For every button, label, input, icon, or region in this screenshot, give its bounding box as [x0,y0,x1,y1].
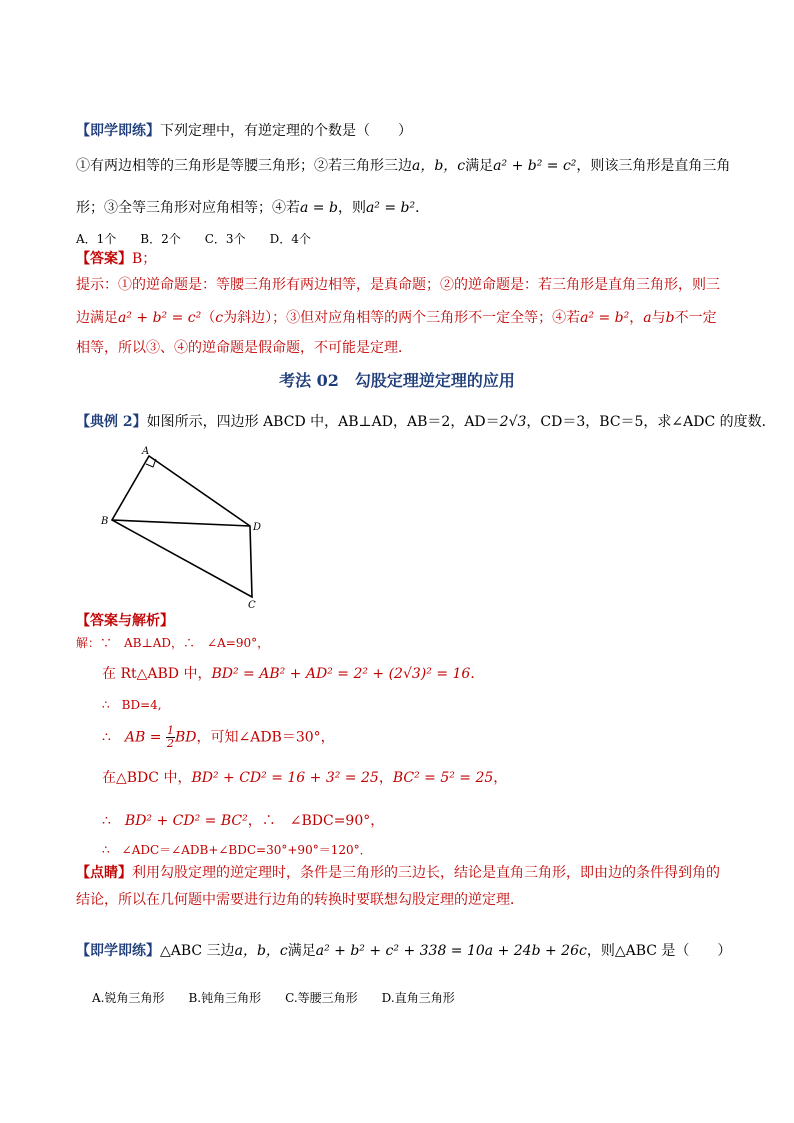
equation: BD² + CD² = BC² [124,813,248,829]
equation: a² + b² + c² + 338 = 10a + 24b + 26c [315,943,587,959]
point-line1 [76,864,720,882]
text: 如图所示，四边形 ABCD 中，AB⊥AD，AB＝2，AD＝ [146,414,500,430]
text: 边满足 [76,310,118,326]
point-tag: 【点睛】 [76,865,132,881]
equation: BD² = AB² + AD² = 2² + (2√3)² = 16 [211,666,471,682]
text: 满足 [287,943,316,959]
label-a: A [142,446,150,457]
text: ． [415,200,430,216]
text: 利用勾股定理的逆定理时，条件是三角形的三边长，结论是直角三角形，即由边的条件得到角的 [132,865,720,881]
text: 形；③全等三角形对应角相等；④若 [76,200,300,216]
text: （ [201,310,216,326]
text: 不一定 [674,310,717,326]
practice1-hint-line2 [76,309,717,327]
text: ，∴ ∠BDC=90°， [247,813,385,829]
practice1-hint-line3: 相等，所以③、④的逆命题是假命题，不可能是定理． [76,340,412,356]
text: ，则 [337,200,366,216]
equation: BC² = 5² = 25 [392,770,494,786]
text: ∴ [102,729,125,746]
text: ，CD＝3，BC＝5，求∠ADC 的度数． [526,414,776,430]
text: ，则△ABC 是（ ） [586,943,732,959]
quadrilateral-figure [95,440,275,610]
practice2-options: A.锐角三角形 B.钝角三角形 C.等腰三角形 D.直角三角形 [92,991,455,1005]
practice1-line2 [76,199,429,217]
text: 在△BDC 中， [102,770,192,786]
text: ， [378,770,393,786]
point-line2: 结论，所以在几何题中需要进行边角的转换时要联想勾股定理的逆定理． [76,892,524,908]
practice1-tag: 【即学即练】 [76,123,160,139]
denominator: 2 [166,737,174,750]
solution-line1: 解：∵ AB⊥AD，∴ ∠A=90°， [76,636,270,650]
solution-line4 [102,725,335,750]
text: 在 Rt△ABD 中， [102,666,212,682]
label-b: B [101,516,109,527]
equation: a² + b² = c² [493,158,577,174]
practice1-answer [76,250,156,268]
quadrilateral-outline [112,456,252,597]
label-c: C [248,600,256,610]
diagonal-bd [112,520,250,526]
text: ①有两边相等的三角形是等腰三角形；②若三角形三边 [76,158,412,174]
text: ∴ [102,813,125,829]
math: b [665,310,675,326]
text: ． [470,666,485,682]
solution-line5 [102,769,507,787]
text: ，可知∠ADB＝30°， [196,729,335,746]
practice2-question [76,942,731,960]
practice1-question-text: 下列定理中，有逆定理的个数是（ ） [160,123,412,139]
numerator: 1 [166,724,174,737]
solution-line6 [102,812,384,830]
text: ，则该三角形是直角三角 [576,158,731,174]
equation: BD [174,729,197,746]
math: a，b，c [234,943,288,959]
solution-line2 [102,665,484,683]
answer-text: B； [132,251,157,267]
equation: BD² + CD² = 16 + 3² = 25 [191,770,379,786]
solution-line3: ∴ BD=4, [102,698,162,712]
solution-tag: 【答案与解析】 [76,613,174,629]
section-title: 考法 02 勾股定理逆定理的应用 [279,371,515,390]
practice1-question [76,122,412,140]
equation: a² + b² = c² [118,310,202,326]
equation: a² = b² [580,310,630,326]
text: 为斜边）；③但对应角相等的两个三角形不一定全等；④若 [223,310,581,326]
example-tag: 【典例 2】 [76,414,147,430]
text: ， [493,770,508,786]
math: c [215,310,224,326]
solution-line7: ∴ ∠ADC＝∠ADB+∠BDC=30°+90°＝120°． [102,843,372,857]
math: a，b，c [412,158,466,174]
equation: AB = [124,729,162,746]
answer-tag: 【答案】 [76,251,132,267]
practice1-hint-line1: 提示：①的逆命题是：等腰三角形有两边相等，是真命题；②的逆命题是：若三角形是直角三角形，则三 [76,277,720,293]
example2-text [76,413,776,431]
equation: a² = b² [365,200,416,216]
label-d: D [253,522,262,533]
math: a [643,310,652,326]
practice1-options: A．1个 B．2个 C．3个 D．4个 [76,232,311,246]
text: 与 [651,310,666,326]
practice1-line1 [76,157,730,175]
text: 满足 [465,158,494,174]
sqrt-value: 2√3 [499,414,527,430]
fraction-half [166,725,175,750]
text: △ABC 三边 [160,943,235,959]
practice2-tag: 【即学即练】 [76,943,160,959]
equation: a = b [300,200,338,216]
text: ， [629,310,644,326]
